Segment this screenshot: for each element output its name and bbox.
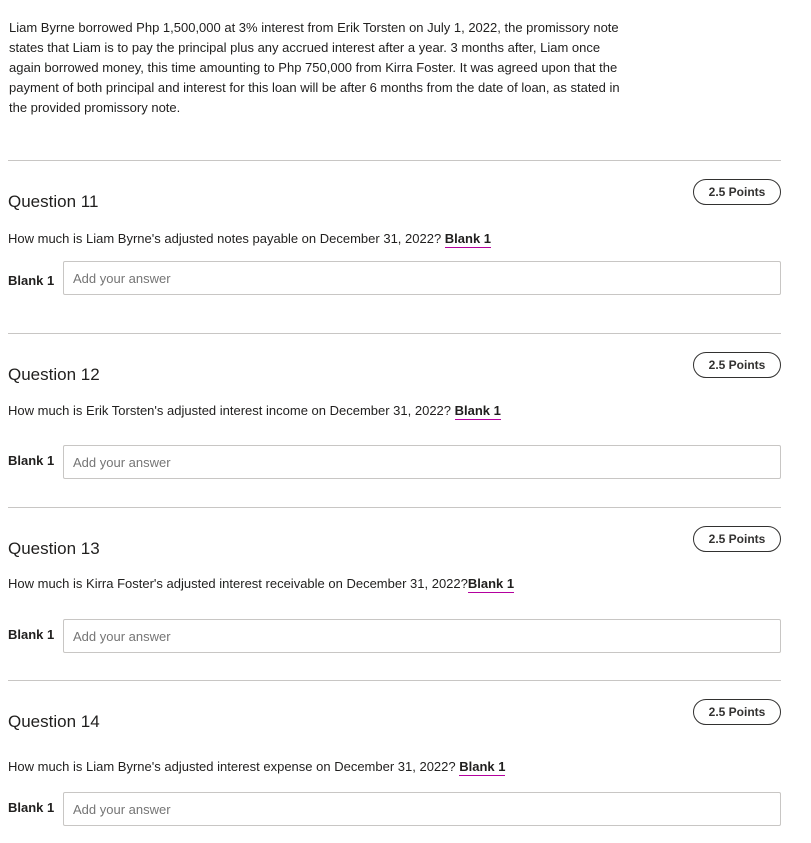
question-title: Question 11 [8, 192, 99, 211]
question-14 [8, 705, 781, 843]
question-text [8, 574, 514, 594]
question-text [8, 757, 505, 777]
question-prompt: How much is Erik Torsten's adjusted interest income on December 31, 2022? [8, 403, 455, 418]
question-text [8, 229, 491, 249]
question-prompt: How much is Liam Byrne's adjusted notes payable on December 31, 2022? [8, 231, 445, 246]
blank-reference[interactable]: Blank 1 [459, 759, 506, 774]
answer-input[interactable] [63, 792, 781, 826]
question-title: Question 13 [8, 539, 100, 558]
answer-input[interactable] [63, 261, 781, 295]
blank-label: Blank 1 [8, 800, 55, 815]
section-divider [8, 160, 781, 161]
points-badge: 2.5 Points [693, 699, 781, 725]
answer-input[interactable] [63, 619, 781, 653]
points-badge: 2.5 Points [693, 526, 781, 552]
points-badge: 2.5 Points [693, 352, 781, 378]
question-prompt: How much is Liam Byrne's adjusted interest expense on December 31, 2022? [8, 759, 460, 774]
section-divider [8, 680, 781, 681]
question-title: Question 12 [8, 365, 100, 384]
question-text [8, 401, 501, 421]
answer-input[interactable] [63, 445, 781, 479]
section-divider [8, 333, 781, 334]
question-11 [8, 185, 781, 341]
blank-reference[interactable]: Blank 1 [454, 403, 501, 418]
blank-label: Blank 1 [8, 273, 55, 288]
points-badge: 2.5 Points [693, 179, 781, 205]
question-context-text: Liam Byrne borrowed Php 1,500,000 at 3% interest from Erik Torsten on July 1, 2022, the promissory note states that Liam is to pay the principal plus any accrued interest after a year. 3 months after, Liam once again borrowed money, this time amounting to Php 750,000 from Kirra Foster. It was agreed upon that the payment of both principal and interest for this loan will be after 6 months from the date of loan, as stated in the provided promissory note. [9, 20, 620, 115]
blank-label: Blank 1 [8, 453, 55, 468]
question-12 [8, 358, 781, 514]
blank-label: Blank 1 [8, 627, 55, 642]
blank-reference[interactable]: Blank 1 [444, 231, 492, 246]
question-13 [8, 532, 781, 688]
question-prompt: How much is Kirra Foster's adjusted interest receivable on December 31, 2022? [8, 576, 468, 591]
blank-reference[interactable]: Blank 1 [467, 576, 515, 591]
question-title: Question 14 [8, 712, 100, 731]
section-divider [8, 507, 781, 508]
